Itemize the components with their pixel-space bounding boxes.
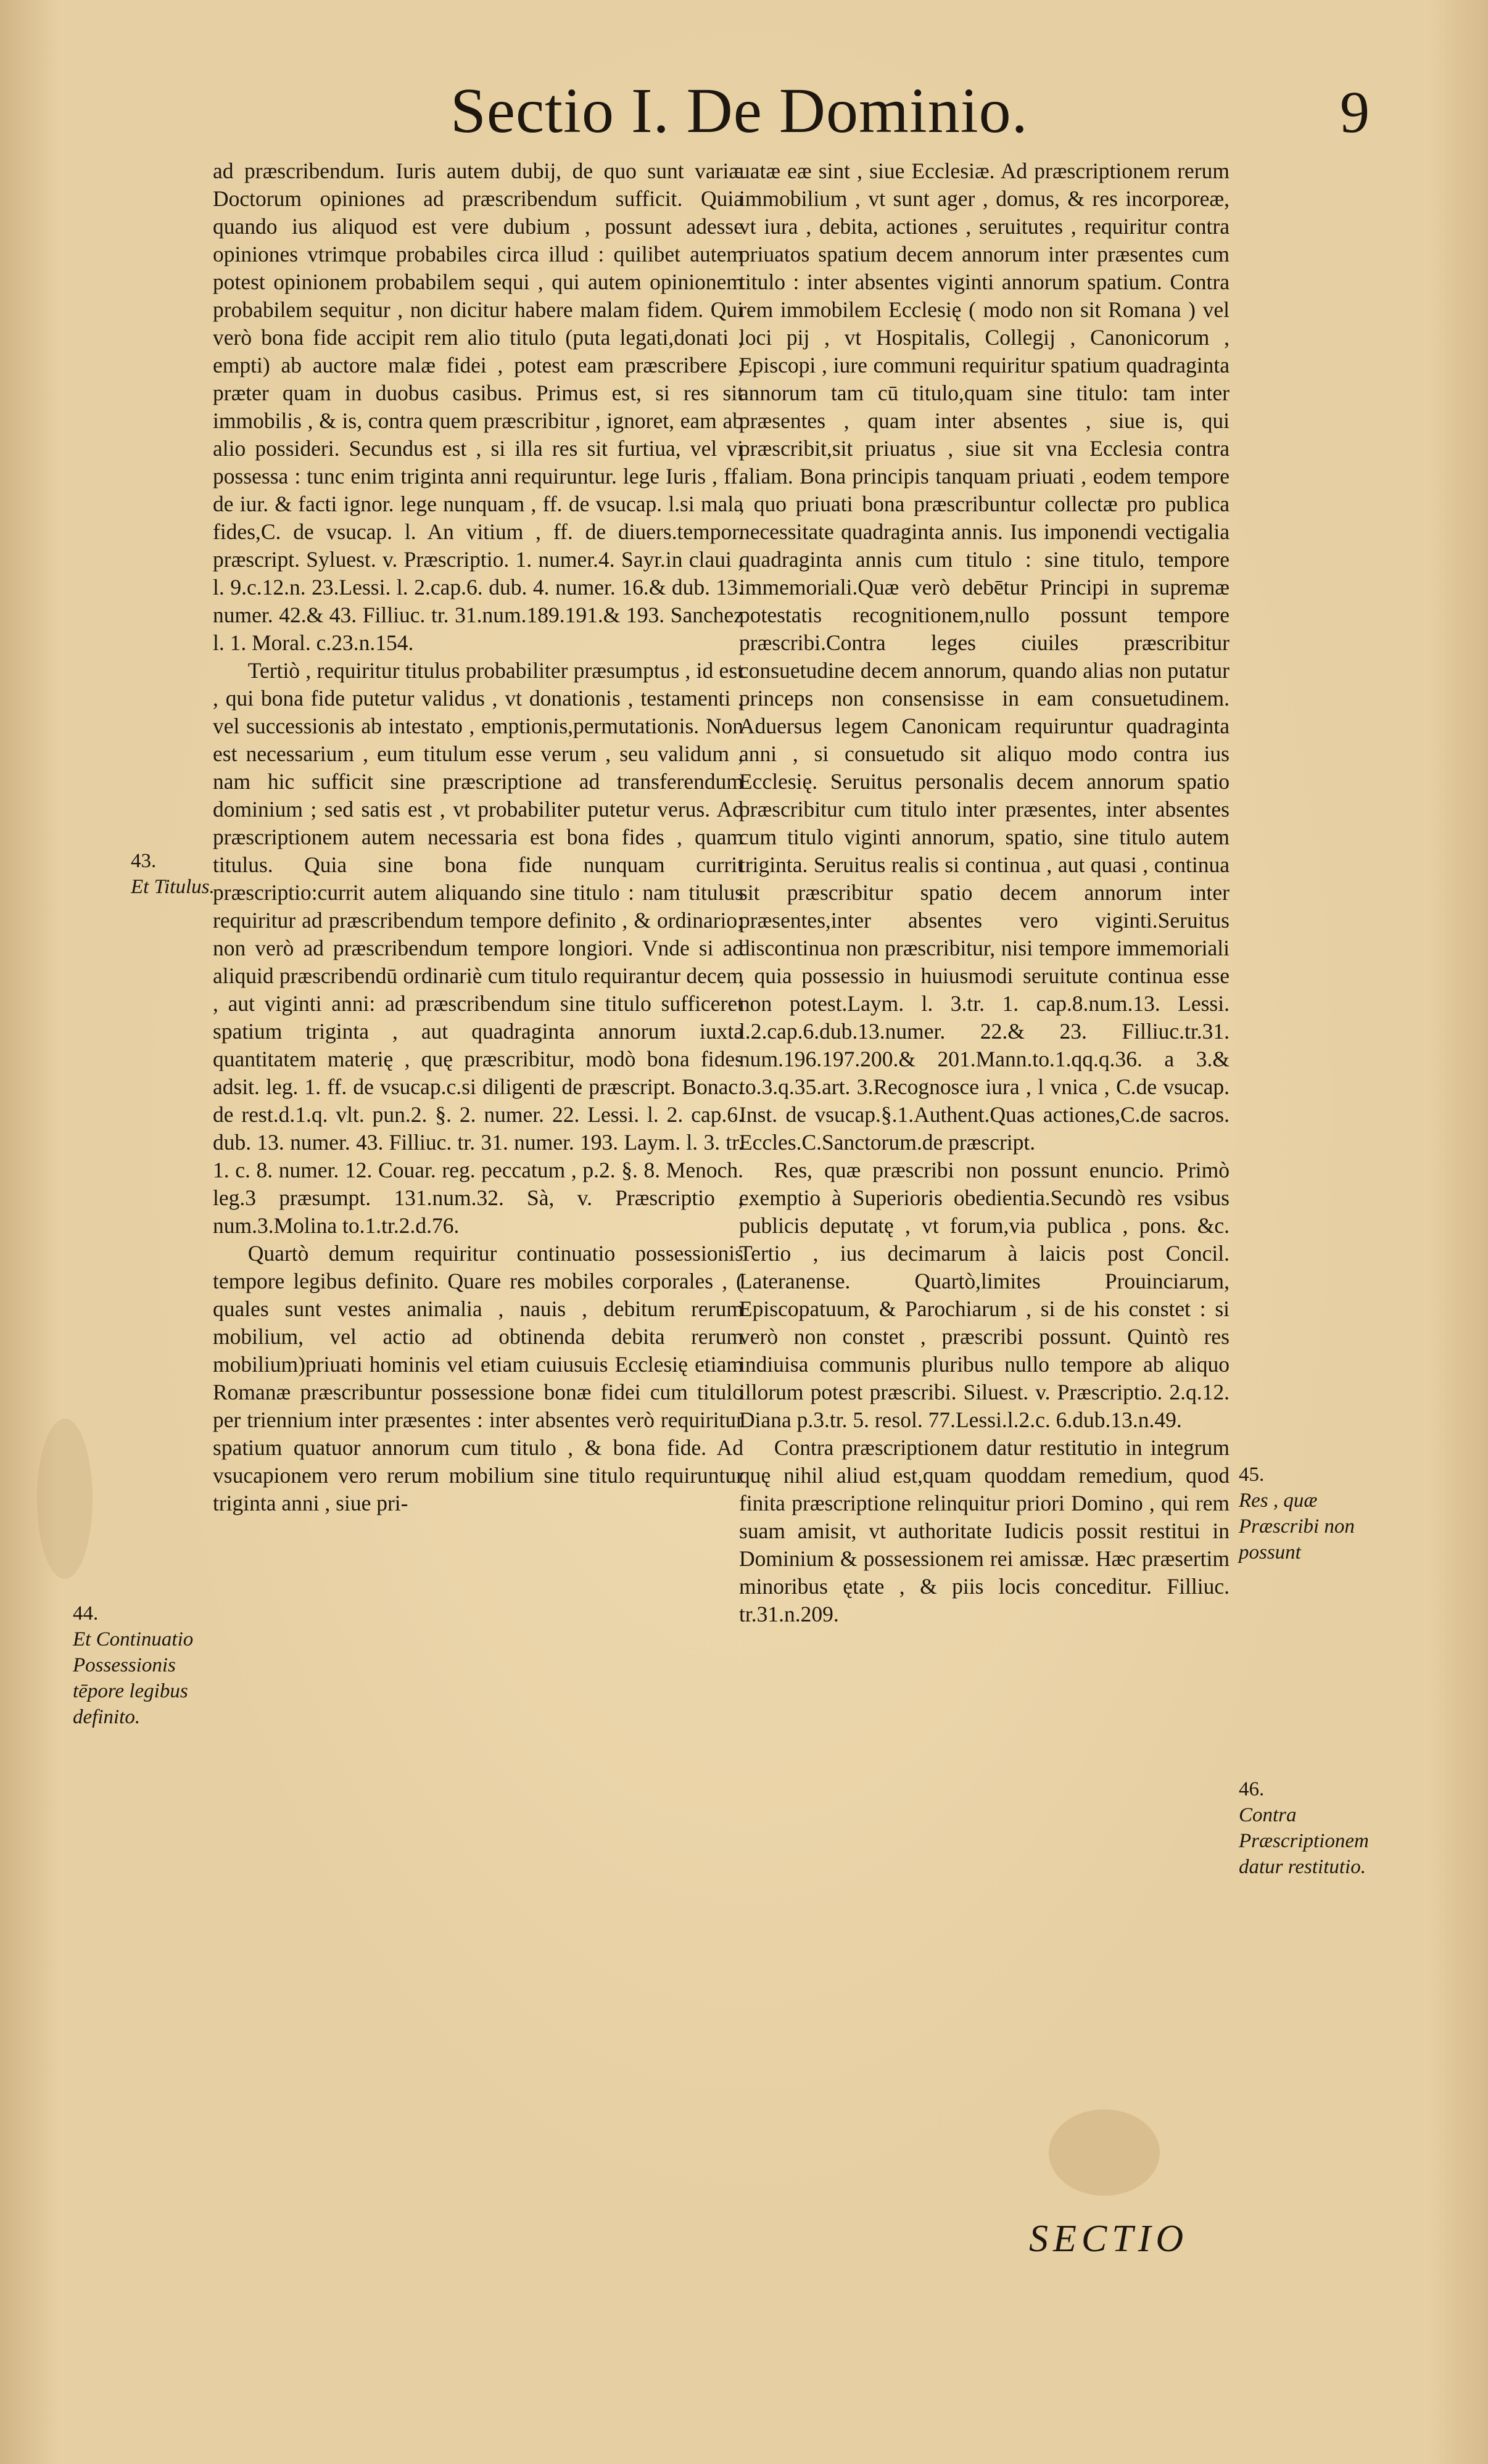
paragraph: Quartò demum requiritur continuatio possessionis tempore legibus definito. Quare res mobiles corporales , ( quales sunt vestes animalia , nauis , debitum rerum mobilium, vel actio ad obtinenda debita rerum mobilium)priuati hominis vel etiam cuiusuis Ecclesię etiam Romanæ præscribuntur possessione bonæ fidei cum titulo per triennium inter præsentes : inter absentes verò requiritur spatium quatuor annorum cum titulo , & bona fide. Ad vsucapionem vero rerum mobilium sine titulo requiruntur triginta anni , siue pri- (213, 1241, 743, 1515)
margin-note-number: 46. (1239, 1778, 1265, 1800)
margin-note-text: Et Titulus. (131, 876, 215, 898)
margin-note-43 (131, 848, 223, 900)
paper-stain (1049, 2109, 1160, 2196)
paragraph: Tertiò , requiritur titulus probabiliter præsumptus , id est , qui bona fide putetur validus , vt donationis , testamenti , vel successionis ab intestato , emptionis,permutationis. Non est necessarium , eum titulum esse verum , seu validum , nam hic sufficit sine præscriptione ad transferendum dominium ; sed satis est , vt probabiliter putetur verus. Ad præscriptionem autem necessaria est bona fides , quam titulus. Quia sine bona fide nunquam currit præscriptio:currit autem aliquando sine titulo : nam titulus requiritur ad præscribendum tempore definito , & ordinario; non verò ad præscribendum tempore longiori. Vnde si ad aliquid præscribendū ordinariè cum titulo requirantur decem , aut viginti anni: ad præscribendum sine titulo sufficeret spatium triginta , aut quadraginta annorum iuxta quantitatem materię , quę præscribitur, modò bona fides adsit. leg. 1. ff. de vsucap.c.si diligenti de præscript. Bonac. de rest.d.1.q. vlt. pun.2. §. 2. numer. 22. Lessi. l. 2. cap.6. dub. 13. numer. 43. Filliuc. tr. 31. numer. 193. Laym. l. 3. tr. 1. c. 8. numer. 12. Couar. reg. peccatum , p.2. §. 8. Menoch. leg.3 præsumpt. 131.num.32. Sà, v. Præscriptio , num.3.Molina to.1.tr.2.d.76. (213, 658, 743, 1238)
catchword: SECTIO (1029, 2218, 1189, 2260)
running-title: Sectio I. De Dominio. (450, 75, 1028, 146)
paper-stain (37, 1419, 93, 1579)
margin-note-44 (73, 1601, 196, 1730)
margin-note-text: Res , quæ Præscribi non possunt (1239, 1490, 1355, 1564)
page-number: 9 (1340, 79, 1370, 145)
paragraph: uatæ eæ sint , siue Ecclesiæ. Ad præscriptionem rerum immobilium , vt sunt ager , domus, & res incorporeæ, vt iura , debita, actiones , seruitutes , requiritur contra priuatos spatium decem annorum inter præsentes cum titulo : inter absentes viginti annorum spatium. Contra rem immobilem Ecclesię ( modo non sit Romana ) vel loci pij , vt Hospitalis, Collegij , Canonicorum , Episcopi , iure communi requiritur spatium quadraginta annorum tam cū titulo,quam sine titulo: tam inter præsentes , quam inter absentes , siue is, qui præscribit,sit priuatus , siue sit vna Ecclesia contra aliam. Bona principis tanquam priuati , eodem tempore , quo priuati bona præscribuntur collectæ pro publica necessitate quadraginta annis. Ius imponendi vectigalia quadraginta annis cum titulo : sine titulo, tempore immemoriali.Quæ verò debētur Principi in supremæ potestatis recognitionem,nullo possunt tempore præscribi.Contra leges ciuiles præscribitur consuetudine decem annorum, quando alias non putatur princeps non consensisse in eam consuetudinem. Aduersus legem Canonicam requiruntur quadraginta anni , si consuetudo sit aliquo modo contra ius Ecclesię. Seruitus personalis decem annorum spatio præscribitur cum titulo inter præsentes, inter absentes cum titulo viginti annorum, spatio, sine titulo autem triginta. Seruitus realis si continua , aut quasi , continua sit præscribitur spatio decem annorum inter præsentes,inter absentes vero viginti.Seruitus discontinua non præscribitur, nisi tempore immemoriali , quia possessio in huiusmodi seruitute continua esse non potest.Laym. l. 3.tr. 1. cap.8.num.13. Lessi. l.2.cap.6.dub.13.numer. 22.& 23. Filliuc.tr.31. num.196.197.200.& 201.Mann.to.1.qq.q.36. a 3.& to.3.q.35.art. 3.Recognosce iura , l vnica , C.de vsucap. Inst. de vsucap.§.1.Authent.Quas actiones,C.de sacros. Eccles.C.Sanctorum.de præscript. (739, 159, 1230, 1155)
margin-note-46 (1239, 1776, 1381, 1880)
margin-note-number: 43. (131, 850, 157, 872)
paragraph: ad præscribendum. Iuris autem dubij, de quo sunt variæ Doctorum opiniones ad præscribendum sufficit. Quia quando ius aliquod est vere dubium , possunt adesse opiniones vtrimque probabiles circa illud : quilibet autem potest opinionem probabilem sequi , qui autem opinionem probabilem sequitur , non dicitur habere malam fidem. Qui verò bona fide accipit rem alio titulo (puta legati,donati , empti) ab auctore malæ fidei , potest eam præscribere , præter quam in duobus casibus. Primus est, si res sit immobilis , & is, contra quem præscribitur , ignoret, eam ab alio possideri. Secundus est , si illa res sit furtiua, vel vi possessa : tunc enim triginta anni requiruntur. lege Iuris , ff. de iur. & facti ignor. lege nunquam , ff. de vsucap. l.si mala fides,C. de vsucap. l. An vitium , ff. de diuers.tempor. præscript. Syluest. v. Præscriptio. 1. numer.4. Sayr.in claui , l. 9.c.12.n. 23.Lessi. l. 2.cap.6. dub. 4. numer. 16.& dub. 13. numer. 42.& 43. Filliuc. tr. 31.num.189.191.& 193. Sanchez l. 1. Moral. c.23.n.154. (213, 159, 743, 655)
margin-note-number: 44. (73, 1602, 99, 1625)
right-column (739, 157, 1230, 1628)
running-header (444, 74, 1382, 167)
margin-note-45 (1239, 1462, 1381, 1565)
margin-note-text: Et Continuatio Possessionis tēpore legibus definito. (73, 1628, 194, 1728)
paragraph: Res, quæ præscribi non possunt enuncio. Primò exemptio à Superioris obedientia.Secundò res vsibus publicis deputatę , vt forum,via publica , pons. &c. Tertio , ius decimarum à laicis post Concil. Lateranense. Quartò,limites Prouinciarum, Episcopatuum, & Parochiarum , si de his constet : si verò non constet , præscribi possunt. Quintò res indiuisa communis pluribus nullo tempore ab aliquo illorum potest præscribi. Siluest. v. Præscriptio. 2.q.12. Diana p.3.tr. 5. resol. 77.Lessi.l.2.c. 6.dub.13.n.49. (739, 1158, 1230, 1432)
margin-note-number: 45. (1239, 1464, 1265, 1486)
left-column (213, 157, 743, 1517)
paragraph: Contra præscriptionem datur restitutio in integrum quę nihil aliud est,quam quoddam remedium, quod finita præscriptione relinquitur priori Domino , qui rem suam amisit, vt authoritate Iudicis possit restitui in Dominium & possessionem rei amissæ. Hæc præsertim minoribus ętate , & piis locis conceditur. Filliuc. tr.31.n.209. (739, 1435, 1230, 1626)
margin-note-text: Contra Præscriptionem datur restitutio. (1239, 1804, 1369, 1878)
